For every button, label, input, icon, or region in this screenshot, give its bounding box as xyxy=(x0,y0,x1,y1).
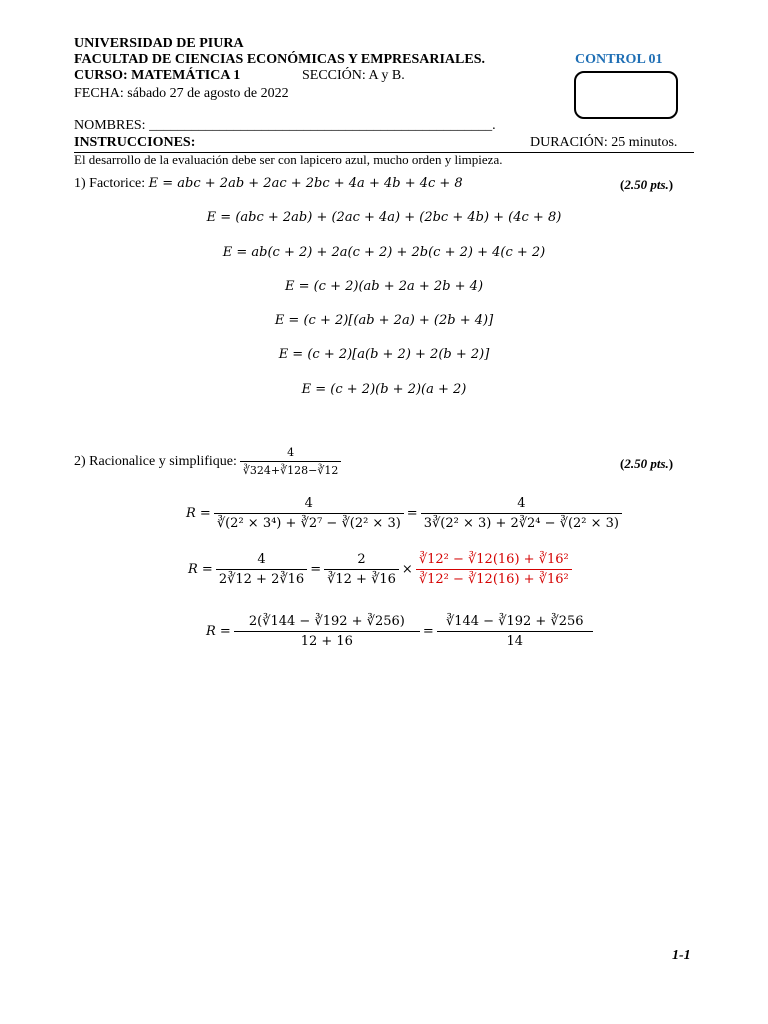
q2-step-1-num-b: 4 xyxy=(517,496,526,511)
r-label-3: R = xyxy=(206,624,231,639)
q2-step-1-num-a: 4 xyxy=(304,496,313,511)
equals-1: = xyxy=(406,506,418,521)
q1-step-1: E = (abc + 2ab) + (2ac + 4a) + (2bc + 4b) + (4c + 8) xyxy=(206,210,562,225)
r-label-1: R = xyxy=(186,506,211,521)
r-label-2: R = xyxy=(188,562,213,577)
page-number: 1-1 xyxy=(672,948,691,963)
q2-fraction-den: ∛324+∛128−∛12 xyxy=(240,461,341,477)
q2-step-3-den-a: 12 + 16 xyxy=(234,631,420,649)
q2-fraction-num: 4 xyxy=(287,446,295,459)
q2-step-2-frac-b xyxy=(324,552,399,587)
q2-step-2-frac-a xyxy=(216,552,307,587)
university-name: UNIVERSIDAD DE PIURA xyxy=(74,36,244,51)
q2-step-1-den-b: 3∛(2² × 3) + 2∛2⁴ − ∛(2² × 3) xyxy=(421,513,622,531)
instructions-label: INSTRUCCIONES: xyxy=(74,135,196,150)
course-label: CURSO: MATEMÁTICA 1 xyxy=(74,68,241,83)
equals-2: = xyxy=(310,562,322,577)
q1-step-4: E = (c + 2)[(ab + 2a) + (2b + 4)] xyxy=(274,313,494,328)
q2-step-3-frac-a xyxy=(234,614,420,649)
q2-step-2-den-a: 2∛12 + 2∛16 xyxy=(216,569,307,587)
control-title: CONTROL 01 xyxy=(575,52,663,67)
q2-step-3-num-a: 2(∛144 − ∛192 + ∛256) xyxy=(248,614,405,629)
q2-step-2-num-a: 4 xyxy=(257,552,266,567)
q2-step-2-den-b: ∛12 + ∛16 xyxy=(324,569,399,587)
q2-step-3-num-b: ∛144 − ∛192 + ∛256 xyxy=(445,614,584,629)
q2-label: 2) Racionalice y simplifique: xyxy=(74,453,237,469)
equals-3: = xyxy=(422,624,434,639)
q1-label: 1) Factorice: xyxy=(74,176,149,191)
q2-step-3 xyxy=(206,614,596,649)
q1-step-2: E = ab(c + 2) + 2a(c + 2) + 2b(c + 2) + 4(c + 2) xyxy=(222,245,546,260)
q1-points: (2.50 pts.) xyxy=(620,177,674,192)
date-label: FECHA: sábado 27 de agosto de 2022 xyxy=(74,86,289,101)
names-field: NOMBRES: _________________________________________________. xyxy=(74,118,496,133)
q1-expression: E = abc + 2ab + 2ac + 2bc + 4a + 4b + 4c + 8 xyxy=(148,176,463,191)
q1-step-6: E = (c + 2)(b + 2)(a + 2) xyxy=(301,382,467,397)
q2-step-3-frac-b xyxy=(437,614,593,649)
grade-box xyxy=(574,71,678,119)
duration-label: DURACIÓN: 25 minutos. xyxy=(530,135,678,150)
q2-step-1-frac-a xyxy=(214,496,404,531)
q2-step-1-den-a: ∛(2² × 3⁴) + ∛2⁷ − ∛(2² × 3) xyxy=(214,513,404,531)
times-sign: × xyxy=(401,562,413,577)
q2-step-1-frac-b xyxy=(421,496,622,531)
q2-step-2 xyxy=(188,552,575,587)
q2-step-1 xyxy=(186,496,625,531)
q2-step-3-den-b: 14 xyxy=(437,631,593,649)
q1-points-value: 2.50 pts. xyxy=(624,177,669,192)
q2-rationalizing-factor xyxy=(416,552,572,587)
section-label: SECCIÓN: A y B. xyxy=(302,68,405,83)
q2-points: (2.50 pts.) xyxy=(620,456,674,471)
q2-factor-den: ∛12² − ∛12(16) + ∛16² xyxy=(416,569,572,587)
q1-step-3: E = (c + 2)(ab + 2a + 2b + 4) xyxy=(284,279,484,294)
q2-fraction xyxy=(240,446,341,477)
q2-statement xyxy=(74,446,344,477)
instructions-text: El desarrollo de la evaluación debe ser con lapicero azul, mucho orden y limpieza. xyxy=(74,152,503,167)
q2-points-value: 2.50 pts. xyxy=(624,456,669,471)
q2-step-2-num-b: 2 xyxy=(357,552,366,567)
q1-step-5: E = (c + 2)[a(b + 2) + 2(b + 2)] xyxy=(278,347,490,362)
q2-factor-num: ∛12² − ∛12(16) + ∛16² xyxy=(418,552,569,567)
q1-statement xyxy=(74,176,463,192)
faculty-name: FACULTAD DE CIENCIAS ECONÓMICAS Y EMPRESARIALES. xyxy=(74,52,485,67)
